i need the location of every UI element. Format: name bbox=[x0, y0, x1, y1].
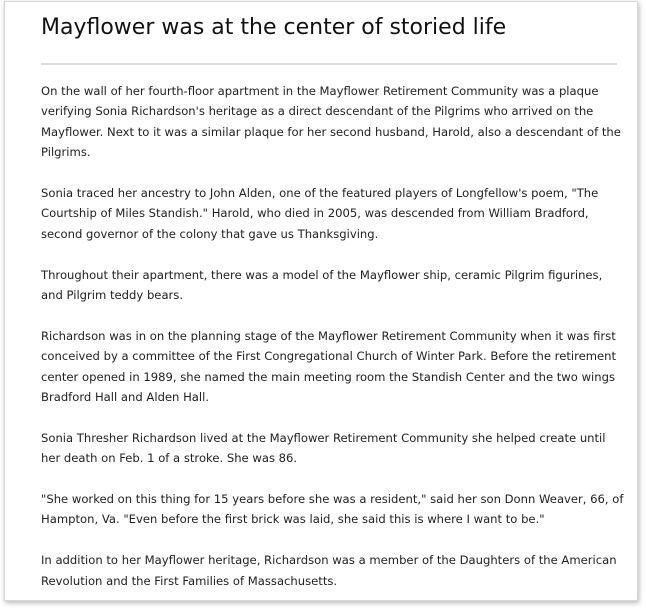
article-paragraph: Throughout their apartment, there was a model of the Mayflower ship, ceramic Pilgrim figurines, and Pilgrim teddy bears. bbox=[41, 267, 603, 303]
article-card bbox=[4, 1, 638, 601]
article-paragraph: In addition to her Mayflower heritage, Richardson was a member of the Daughters of the American Revolution and the First Families of Massachusetts. bbox=[41, 553, 617, 588]
article-paragraph: On the wall of her fourth-floor apartment in the Mayflower Retirement Community was a plaque verifying Sonia Richardson's heritage as a direct descendant of the Pilgrims who arrived on the Mayflower. Next to it was a similar plaque for her second husband, Harold, also a descendant of the Pilgrims. bbox=[41, 84, 621, 160]
article-headline: Mayflower was at the center of storied life bbox=[41, 15, 507, 40]
article-paragraph: "She worked on this thing for 15 years before she was a resident," said her son Donn Weaver, 66, of Hampton, Va. "Even before the first brick was laid, she said this is where I want to be." bbox=[41, 492, 624, 527]
article-body bbox=[41, 81, 625, 591]
headline-divider bbox=[41, 63, 617, 65]
article-paragraph: Sonia Thresher Richardson lived at the Mayflower Retirement Community she helped create until her death on Feb. 1 of a stroke. She was 86. bbox=[41, 430, 606, 466]
article-paragraph: Richardson was in on the planning stage of the Mayflower Retirement Community when it was first conceived by a committee of the First Congregational Church of Winter Park. Before the retirement center opened in 1989, she named the main meeting room the Standish Center and the two wings Bradford Hall and Alden Hall. bbox=[41, 328, 617, 405]
article-paragraph: Sonia traced her ancestry to John Alden, one of the featured players of Longfellow's poem, "The Courtship of Miles Standish." Harold, who died in 2005, was descended from William Bradford, second governor of the colony that gave us Thanksgiving. bbox=[41, 186, 599, 241]
